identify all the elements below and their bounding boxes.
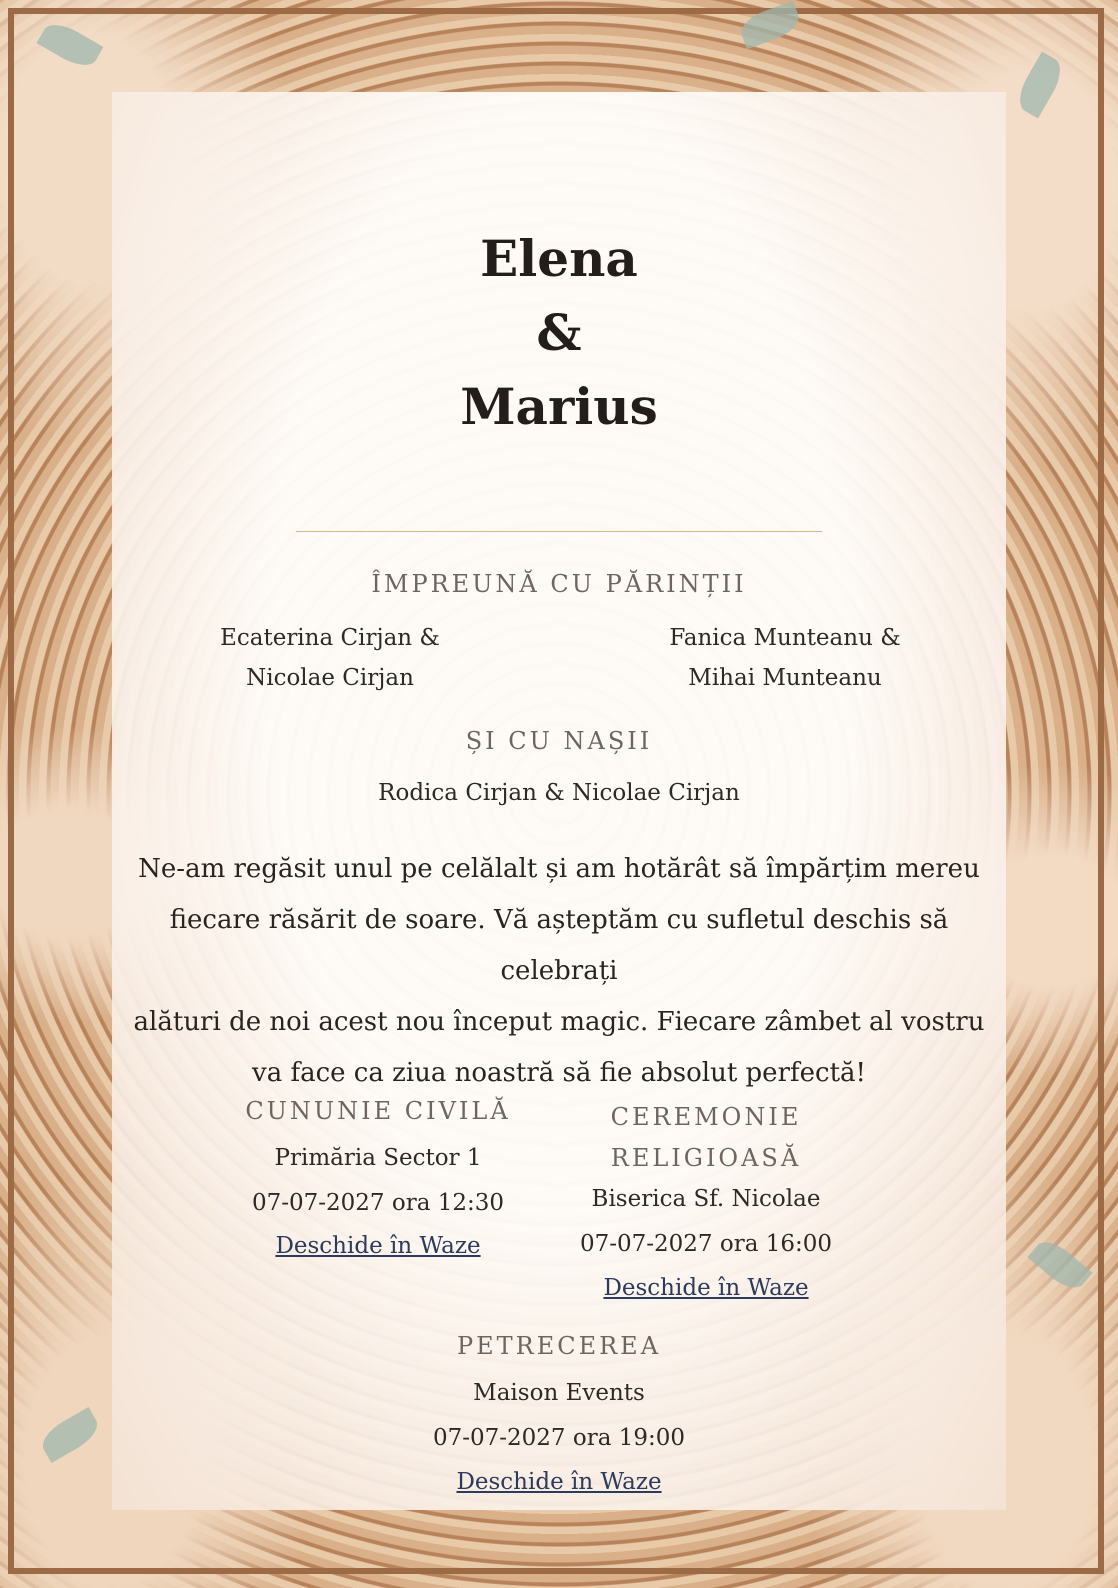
party-venue: Maison Events: [473, 1380, 645, 1406]
godparents-heading: ȘI CU NAȘII: [465, 727, 653, 755]
divider-line: [296, 531, 822, 532]
message-line: va face ca ziua noastră să fie absolut perfectă!: [252, 1058, 866, 1088]
ampersand: &: [536, 303, 582, 362]
party-waze: [112, 1462, 1006, 1502]
religious-waze: [556, 1268, 856, 1308]
bride-parents: [180, 618, 480, 698]
groom-parents-line2: Mihai Munteanu: [688, 665, 882, 691]
message-line: alături de noi acest nou început magic. Fiecare zâmbet al vostru: [133, 1007, 985, 1037]
civil-venue: Primăria Sector 1: [274, 1145, 482, 1171]
bride-name: Elena: [480, 229, 638, 288]
groom-name: Marius: [460, 377, 658, 436]
civil-heading: CUNUNIE CIVILĂ: [245, 1097, 511, 1125]
civil-datetime: 07-07-2027 ora 12:30: [251, 1190, 505, 1216]
religious-venue: Biserica Sf. Nicolae: [591, 1186, 821, 1212]
religious-waze-link[interactable]: Deschide în Waze: [603, 1275, 809, 1301]
couple-names: [112, 222, 1006, 444]
parents-heading: ÎMPREUNĂ CU PĂRINȚII: [371, 570, 747, 598]
civil-waze-link[interactable]: Deschide în Waze: [275, 1233, 481, 1259]
party-datetime: 07-07-2027 ora 19:00: [432, 1425, 686, 1451]
party-heading: PETRECEREA: [456, 1332, 662, 1360]
groom-parents-line1: Fanica Munteanu &: [669, 625, 901, 651]
religious-heading-line2: RELIGIOASĂ: [610, 1144, 802, 1172]
message-line: fiecare răsărit de soare. Vă așteptăm cu sufletul deschis să celebrați: [169, 905, 949, 986]
invitation-message: [112, 844, 1006, 1099]
party-waze-link[interactable]: Deschide în Waze: [456, 1469, 662, 1495]
godparents-names: Rodica Cirjan & Nicolae Cirjan: [378, 780, 740, 806]
civil-waze: [228, 1226, 528, 1266]
religious-heading: [556, 1097, 856, 1179]
bride-parents-line1: Ecaterina Cirjan &: [220, 625, 440, 651]
religious-datetime: 07-07-2027 ora 16:00: [579, 1231, 833, 1257]
bride-parents-line2: Nicolae Cirjan: [246, 665, 414, 691]
groom-parents: [630, 618, 940, 698]
religious-heading-line1: CEREMONIE: [610, 1103, 802, 1131]
message-line: Ne-am regăsit unul pe celălalt și am hotărât să împărțim mereu: [138, 854, 980, 884]
